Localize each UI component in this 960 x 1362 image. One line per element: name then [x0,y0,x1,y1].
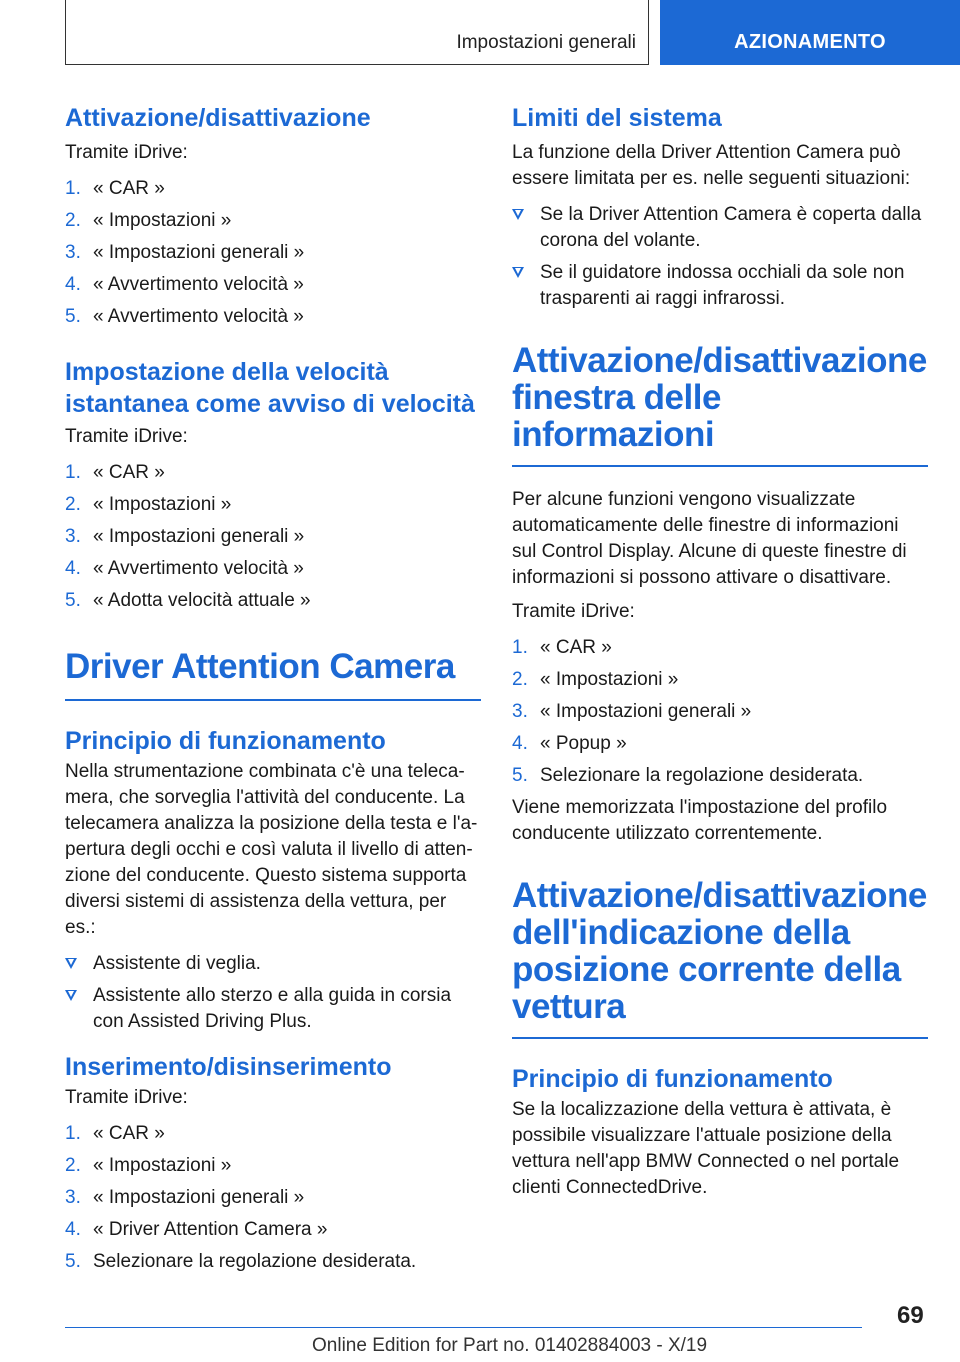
list-item: 3. « Impostazioni generali » [65,526,305,547]
list-item: 5. « Avvertimento velocità » [65,306,304,327]
steps-list [65,460,481,620]
list-item: 3. « Impostazioni generali » [65,1187,305,1208]
chapter-tab-label: AZIONAMENTO [734,31,886,53]
list-item: 3. « Impostazioni generali » [512,701,752,722]
intro-text: Tramite iDrive: [65,142,188,163]
heading-principle: Principio di funzionamento [65,727,386,755]
list-item: 1. « CAR » [512,637,612,658]
right-column [512,102,928,1201]
list-item: 4. « Driver Attention Camera » [65,1219,328,1240]
triangle-bullet-icon [512,267,524,278]
triangle-bullet-icon [65,990,77,1001]
left-column [65,102,481,1281]
steps-list [65,1121,481,1281]
list-item: Assistente allo sterzo e alla guida in corsia con Assisted Driving Plus. [65,983,481,1035]
chapter-tab[interactable] [660,0,960,65]
heading-rule [512,1037,928,1039]
body-text: Se la localizzazione della vettura è attivata, è possibile visualizzare l'attuale posizione della vettura nell'app BMW Connected o nel portale clienti ConnectedDrive. [512,1099,900,1198]
intro-text: Tramite iDrive: [512,601,635,622]
triangle-bullet-icon [512,209,524,220]
list-item: 4. « Avvertimento velocità » [65,274,304,295]
list-item: 3. « Impostazioni generali » [65,242,305,263]
footer-rule [65,1327,862,1328]
list-item: 1. « CAR » [65,178,165,199]
list-item: 1. « CAR » [65,1123,165,1144]
heading-set-speed: Impostazione della velocità istantanea come avviso di velocità [65,358,475,418]
body-text: La funzione della Driver Attention Camera può essere limitata per es. nelle seguenti situazioni: [512,142,911,189]
list-item: 2. « Impostazioni » [65,494,232,515]
heading-principle: Principio di funzionamento [512,1065,833,1093]
list-item: 1. « CAR » [65,462,165,483]
heading-on-off: Inserimento/disinserimento [65,1053,392,1081]
heading-activation: Attivazione/disattivazione [65,104,371,132]
triangle-bullet-icon [65,958,77,969]
list-item: 4. « Avvertimento velocità » [65,558,304,579]
list-item: Se il guidatore indossa occhiali da sole non trasparenti ai raggi infrarossi. [512,260,928,312]
list-item: 5. Selezionare la regolazione desiderata. [512,765,864,786]
body-text: Viene memorizzata l'impostazione del profilo conducente utilizzato correntemente. [512,797,888,844]
heading-rule [512,465,928,467]
bullet-list [65,951,481,1035]
intro-text: Tramite iDrive: [65,426,188,447]
list-item: 5. « Adotta velocità attuale » [65,590,311,611]
list-item: 4. « Popup » [512,733,627,754]
section-title: Impostazioni generali [456,32,636,53]
heading-info-window: Attivazione/disattivazione finestra delle informazioni [512,341,927,454]
bullet-list [512,202,928,312]
list-item: Assistente di veglia. [65,951,481,977]
list-item: 2. « Impostazioni » [512,669,679,690]
heading-system-limits: Limiti del sistema [512,104,722,132]
list-item: 2. « Impostazioni » [65,210,232,231]
footer-edition: Online Edition for Part no. 01402884003 - X/19 [312,1335,708,1356]
header-box [65,0,649,65]
intro-text: Tramite iDrive: [65,1087,188,1108]
steps-list [512,635,928,795]
heading-vehicle-position: Attivazione/disattivazione dell'indicazione della posizione corrente della vettura [512,876,927,1026]
heading-driver-attention-camera: Driver Attention Camera [65,647,455,686]
body-text: Nella strumentazione combinata c'è una telecamera, che sorveglia l'attività del conducente. La telecamera analizza la posizione della testa e l'apertura degli occhi e così valuta il livello di attenzione del conducente. Questo sistema supporta diversi sistemi di assistenza della vettura, per es.: [65,761,478,938]
list-item: 2. « Impostazioni » [65,1155,232,1176]
list-item: Se la Driver Attention Camera è coperta dalla corona del volante. [512,202,928,254]
steps-list [65,176,481,336]
body-text: Per alcune funzioni vengono visualizzate automaticamente delle finestre di informazioni sul Control Display. Alcune di queste finestre di informazioni si possono attivare o disattivare. [512,489,907,588]
page-number: 69 [897,1302,924,1329]
list-item: 5. Selezionare la regolazione desiderata. [65,1251,417,1272]
heading-rule [65,699,481,701]
